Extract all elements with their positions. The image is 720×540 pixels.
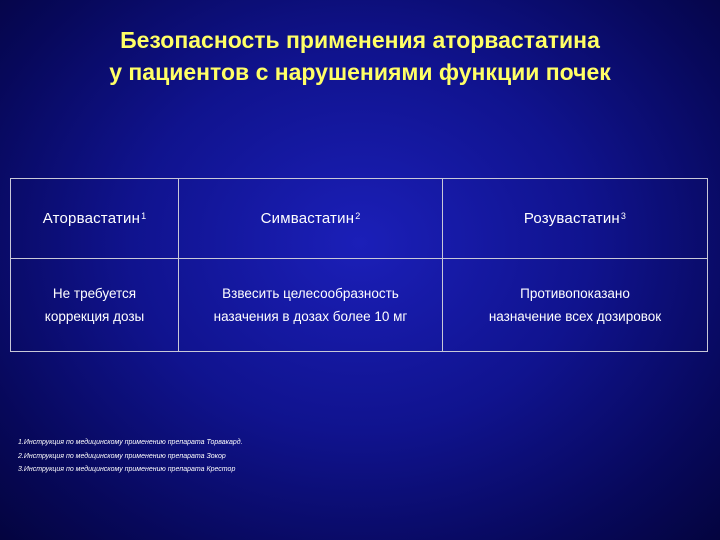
cell-line: Не требуется	[52, 286, 137, 301]
header-label: Аторвастатин	[42, 210, 141, 227]
reference-mark: 2	[355, 210, 361, 221]
cell-line: назначение всех дозировок	[488, 309, 662, 324]
table-cell-rosuvastatin	[443, 259, 707, 351]
cell-line: Взвесить целесообразность	[222, 286, 399, 301]
table-header-rosuvastatin	[443, 179, 707, 259]
references	[18, 436, 243, 477]
table-cell-atorvastatin	[11, 259, 179, 351]
reference-item: 1.Инструкция по медицинскому применению препарата Торвакард.	[18, 439, 243, 446]
reference-item: 3.Инструкция по медицинскому применению препарата Крестор	[18, 466, 236, 473]
title-line-1: Безопасность применения аторвастатина	[120, 27, 600, 53]
header-label: Симвастатин	[260, 210, 355, 227]
table-cell-simvastatin	[179, 259, 443, 351]
header-label: Розувастатин	[523, 210, 620, 227]
statin-comparison-table	[10, 178, 708, 352]
reference-item: 2.Инструкция по медицинскому применению препарата Зокор	[18, 452, 226, 460]
reference-mark: 1	[141, 210, 147, 221]
table-header-atorvastatin	[11, 179, 179, 259]
table-header-simvastatin	[179, 179, 443, 259]
reference-mark: 3	[620, 210, 627, 221]
cell-line: коррекция дозы	[44, 309, 145, 324]
cell-line: назачения в дозах более 10 мг	[213, 309, 408, 324]
slide-title	[0, 24, 720, 88]
cell-line: Противопоказано	[520, 286, 630, 301]
title-line-2: у пациентов с нарушениями функции почек	[109, 59, 611, 85]
